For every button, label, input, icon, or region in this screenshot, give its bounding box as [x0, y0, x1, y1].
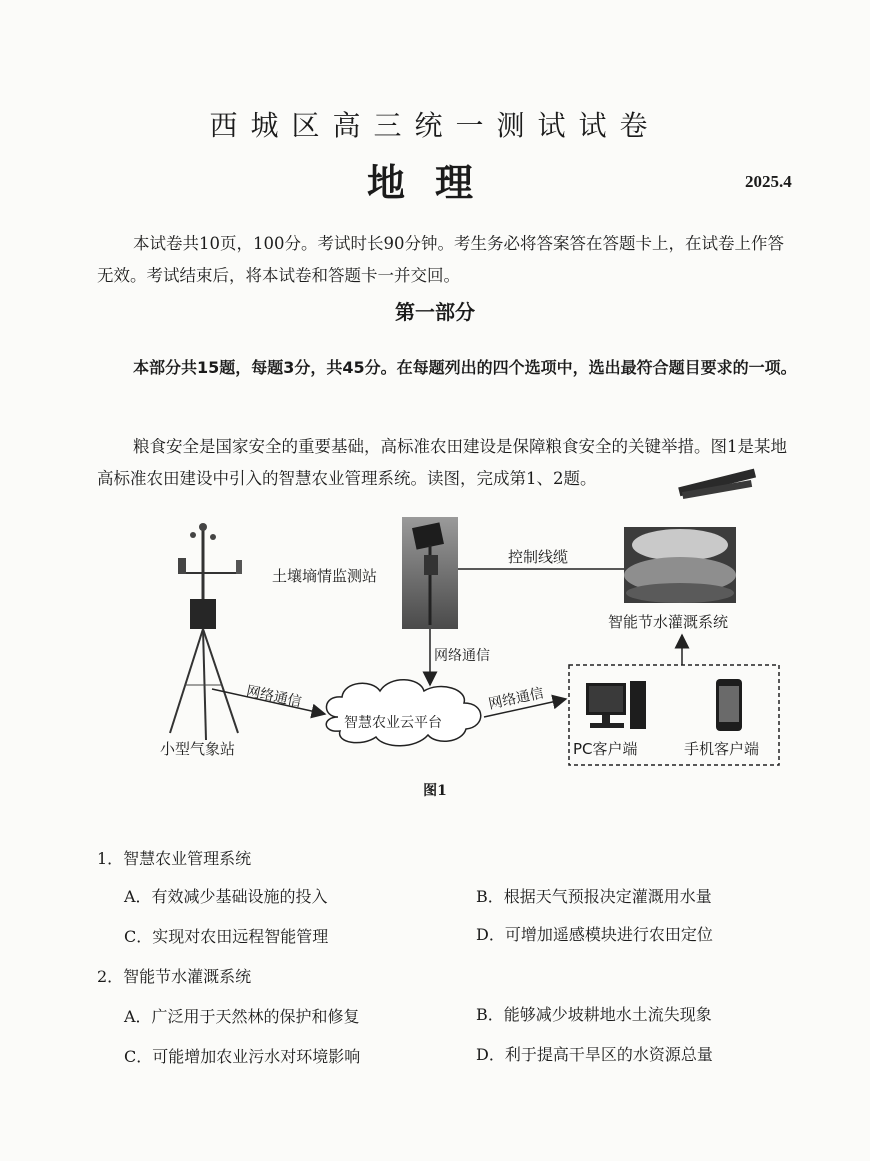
irrigation-photo — [624, 527, 736, 603]
label-phone-client: 手机客户端 — [684, 740, 760, 758]
label-network-vertical: 网络通信 — [434, 648, 490, 664]
label-pc-client: PC客户端 — [573, 740, 638, 758]
pencil-decoration — [672, 464, 762, 504]
question-2-option-b: B．能够减少坡耕地水土流失现象 — [476, 1005, 712, 1024]
question-2-option-c: C．可能增加农业污水对环境影响 — [124, 1047, 361, 1066]
question-2-option-a: A．广泛用于天然林的保护和修复 — [124, 1007, 360, 1026]
label-weather-station: 小型气象站 — [160, 740, 236, 758]
smart-agriculture-diagram — [0, 505, 870, 775]
label-cloud-platform: 智慧农业云平台 — [344, 715, 442, 731]
exam-title: 西城区高三统一测试试卷 — [209, 109, 661, 142]
question-1-option-c: C．实现对农田远程智能管理 — [124, 927, 329, 946]
reading-passage: 粮食安全是国家安全的重要基础，高标准农田建设是保障粮食安全的关键举措。图1是某地高标准农田建设中引入的智慧农业管理系统。读图，完成第1、2题。 — [97, 437, 787, 488]
soil-station-photo — [402, 517, 458, 629]
label-network-right: 网络通信 — [487, 685, 546, 713]
question-1-option-b: B．根据天气预报决定灌溉用水量 — [476, 887, 712, 906]
question-1-stem: 1．智慧农业管理系统 — [97, 849, 252, 868]
question-1-option-d: D．可增加遥感模块进行农田定位 — [476, 925, 713, 944]
question-1-option-a: A．有效减少基础设施的投入 — [124, 887, 328, 906]
section-title: 第一部分 — [395, 300, 475, 324]
figure-caption: 图1 — [423, 783, 447, 799]
label-irrigation: 智能节水灌溉系统 — [608, 613, 729, 631]
subject-title: 地理 — [366, 160, 503, 205]
phone-icon — [716, 679, 742, 731]
exam-date: 2025.4 — [745, 172, 792, 191]
question-2-option-d: D．利于提高干旱区的水资源总量 — [476, 1045, 713, 1064]
pc-icon — [586, 681, 646, 729]
question-2-stem: 2．智能节水灌溉系统 — [97, 967, 252, 986]
exam-instructions: 本试卷共10页，100分。考试时长90分钟。考生务必将答案答在答题卡上，在试卷上作答无效。考试结束后，将本试卷和答题卡一并交回。 — [97, 234, 784, 285]
label-soil-station: 土壤墒情监测站 — [272, 567, 378, 585]
section-description: 本部分共15题，每题3分，共45分。在每题列出的四个选项中，选出最符合题目要求的一项。 — [133, 358, 797, 377]
label-network-left: 网络通信 — [244, 683, 303, 711]
label-control-line: 控制线缆 — [508, 548, 569, 566]
weather-station-icon — [170, 523, 242, 740]
